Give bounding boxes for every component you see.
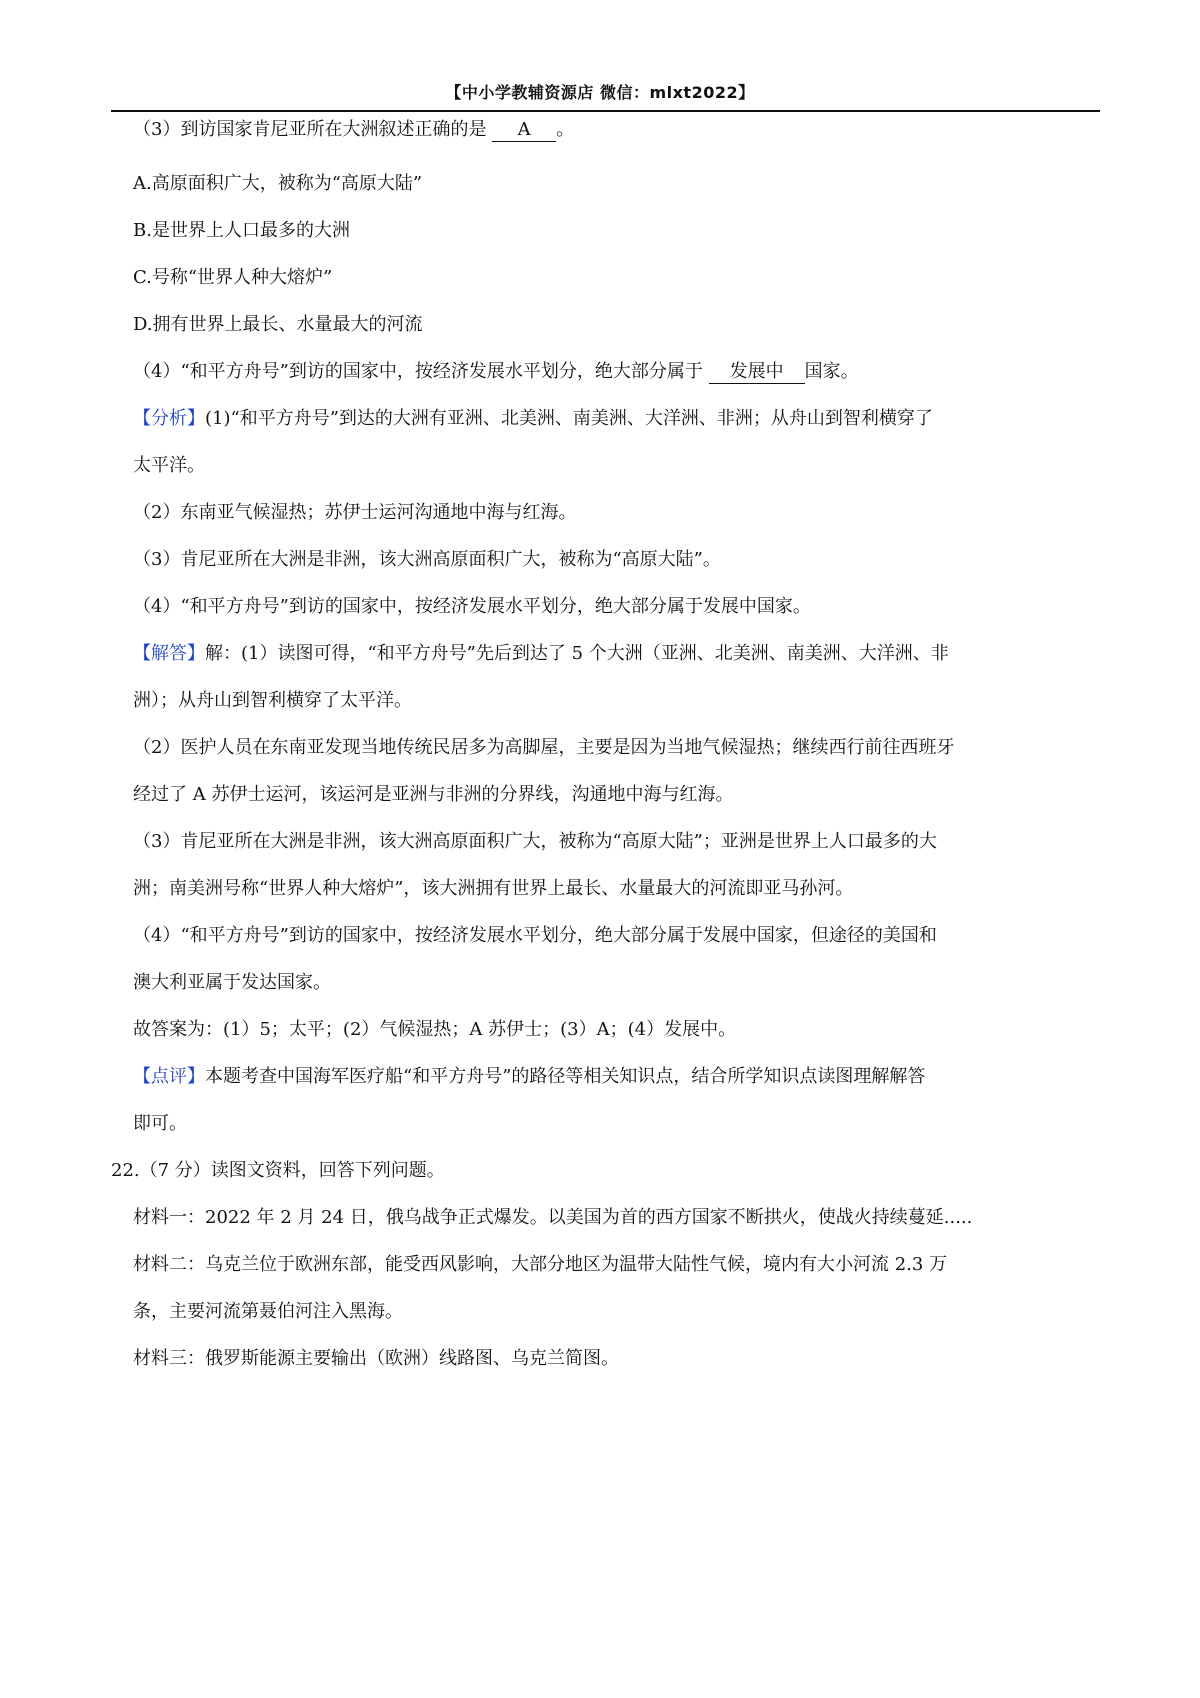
solution-line-1: [133, 641, 949, 667]
analysis-text-1: (1)“和平方舟号”到达的大洲有亚洲、北美洲、南美洲、大洋洲、非洲；从舟山到智利横穿了: [205, 408, 933, 429]
solution-point-2-line-2: 经过了 A 苏伊士运河，该运河是亚洲与非洲的分界线，沟通地中海与红海。: [133, 784, 734, 805]
comment-line-1: [133, 1064, 925, 1090]
solution-point-4-line-2: 澳大利亚属于发达国家。: [133, 972, 331, 993]
solution-point-3-line-1: （3）肯尼亚所在大洲是非洲，该大洲高原面积广大，被称为“高原大陆”；亚洲是世界上人口最多的大: [133, 831, 937, 852]
q22-material-1: 材料一：2022 年 2 月 24 日，俄乌战争正式爆发。以美国为首的西方国家不断拱火，使战火持续蔓延.....: [133, 1207, 973, 1228]
q22-material-2-line-2: 条，主要河流第聂伯河注入黑海。: [133, 1301, 403, 1322]
solution-final-answer: 故答案为：(1）5；太平；(2）气候湿热；A 苏伊士；(3）A；(4）发展中。: [133, 1019, 737, 1040]
q3-stem-text: （3）到访国家肯尼亚所在大洲叙述正确的是: [133, 119, 493, 140]
q3-option-c: C.号称“世界人种大熔炉”: [133, 267, 333, 288]
solution-point-4-line-1: （4）“和平方舟号”到访的国家中，按经济发展水平划分，绝大部分属于发展中国家，但途径的美国和: [133, 925, 937, 946]
comment-label: 【点评】: [133, 1066, 205, 1087]
solution-text-1: 解：(1）读图可得，“和平方舟号”先后到达了 5 个大洲（亚洲、北美洲、南美洲、大洋洲、非: [205, 643, 949, 664]
q3-option-a: A.高原面积广大，被称为“高原大陆”: [133, 173, 423, 194]
analysis-point-4: （4）“和平方舟号”到访的国家中，按经济发展水平划分，绝大部分属于发展中国家。: [133, 596, 811, 617]
comment-line-2: 即可。: [133, 1113, 187, 1134]
q22-material-2-line-1: 材料二：乌克兰位于欧洲东部，能受西风影响，大部分地区为温带大陆性气候，境内有大小河流 2.3 万: [133, 1254, 948, 1275]
analysis-label: 【分析】: [133, 408, 205, 429]
solution-point-3-line-2: 洲；南美洲号称“世界人种大熔炉”，该大洲拥有世界上最长、水量最大的河流即亚马孙河。: [133, 878, 854, 899]
q3-stem-end: 。: [556, 119, 575, 140]
q3-answer-blank: A: [492, 119, 556, 142]
q4-stem: [133, 359, 859, 385]
q4-stem-end: 国家。: [804, 361, 859, 382]
analysis-point-3: （3）肯尼亚所在大洲是非洲，该大洲高原面积广大，被称为“高原大陆”。: [133, 549, 721, 570]
comment-text-1: 本题考查中国海军医疗船“和平方舟号”的路径等相关知识点，结合所学知识点读图理解解答: [205, 1066, 926, 1087]
analysis-point-2: （2）东南亚气候湿热；苏伊士运河沟通地中海与红海。: [133, 502, 577, 523]
q4-answer-blank: 发展中: [709, 361, 805, 384]
q22-stem: 22.（7 分）读图文资料，回答下列问题。: [111, 1160, 445, 1181]
solution-label: 【解答】: [133, 643, 205, 664]
analysis-line-1: [133, 406, 933, 432]
q3-stem: [133, 117, 574, 143]
q3-option-b: B.是世界上人口最多的大洲: [133, 220, 350, 241]
solution-point-2-line-1: （2）医护人员在东南亚发现当地传统民居多为高脚屋，主要是因为当地气候湿热；继续西行前往西班牙: [133, 737, 955, 758]
q4-stem-text: （4）“和平方舟号”到访的国家中，按经济发展水平划分，绝大部分属于: [133, 361, 709, 382]
page-header: 【中小学教辅资源店 微信：mlxt2022】: [445, 83, 755, 102]
solution-line-2: 洲）；从舟山到智利横穿了太平洋。: [133, 690, 412, 711]
q22-material-3: 材料三：俄罗斯能源主要输出（欧洲）线路图、乌克兰简图。: [133, 1348, 619, 1369]
header-divider: [111, 110, 1100, 112]
q3-option-d: D.拥有世界上最长、水量最大的河流: [133, 314, 423, 335]
analysis-line-2: 太平洋。: [133, 455, 205, 476]
